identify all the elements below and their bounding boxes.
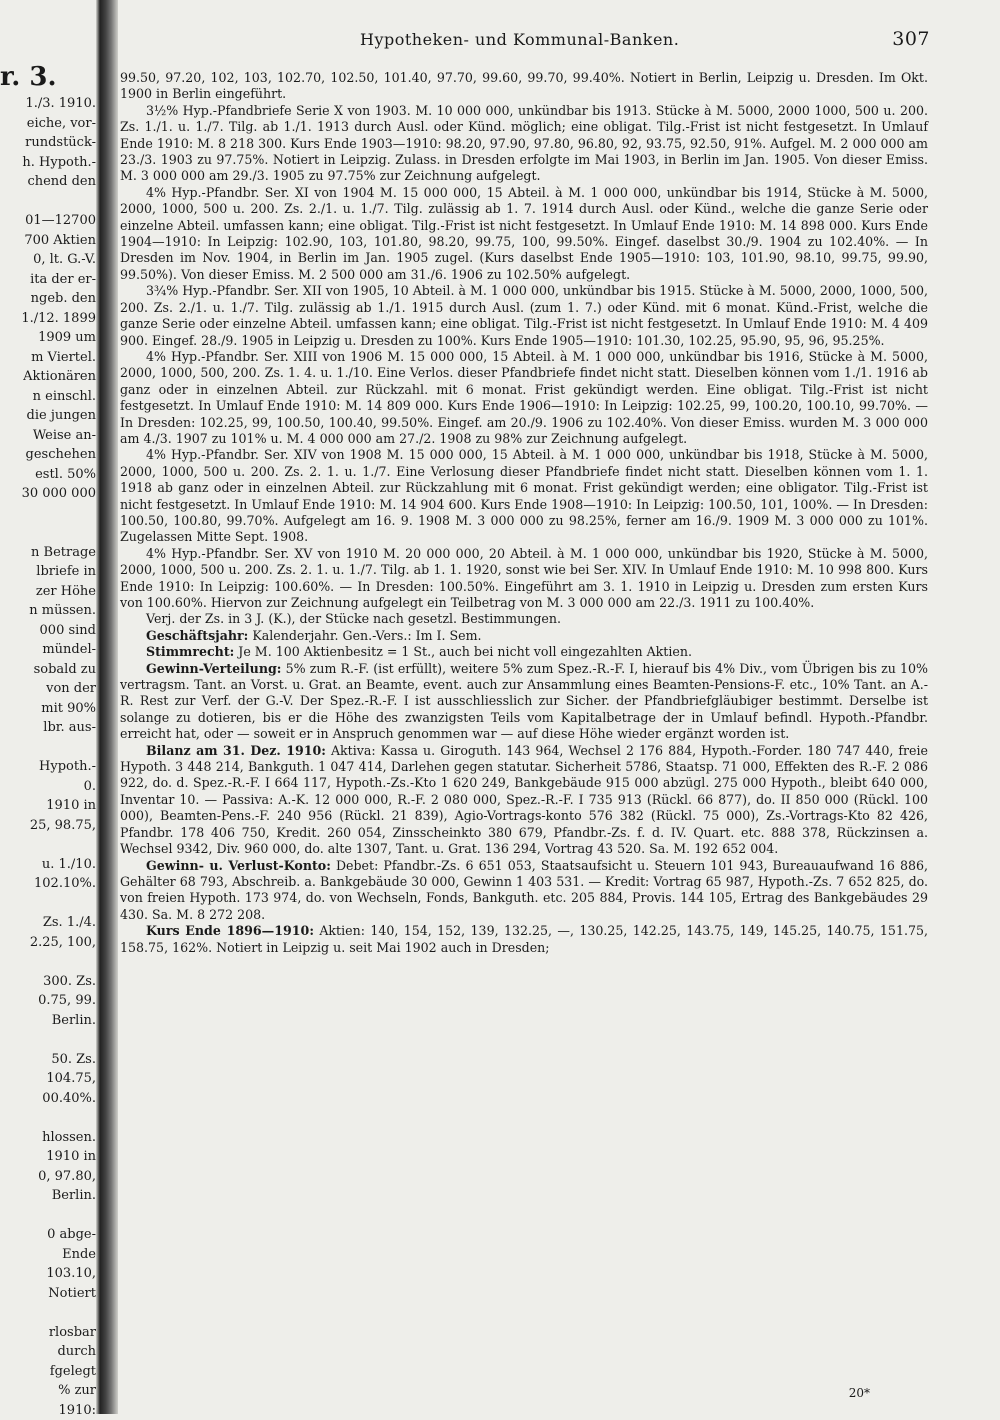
left-fragment-line: Ende [0,1245,96,1265]
paragraph [120,283,928,349]
paragraph-text: Je M. 100 Aktienbesitz = 1 St., auch bei nicht voll eingezahlten Aktien. [234,644,692,659]
left-fragment-line: 50. Zs. [0,1050,96,1070]
left-fragment-line: Berlin. [0,1011,96,1031]
left-fragment-line: 2.25, 100, [0,933,96,953]
paragraph-text: 4% Hyp.-Pfandbr. Ser. XIII von 1906 M. 15 000 000, 15 Abteil. à M. 1 000 000, unkündbar bis 1916, Stücke à M. 5000, 2000, 1000, 500, 200. Zs. 1. 4. u. 1./10. Eine Verlos. dieser Pfandbriefe findet nicht statt. Dieselben können vom 1./1. 1916 ab ganz oder in einzelnen Abteil. zur Rückzahl. mit 6 monat. Frist gekündigt werden. Eine obligat. Tilg.-Frist ist nicht festgesetzt. In Umlauf Ende 1910: M. 14 809 000. Kurs Ende 1906—1910: In Leipzig: 102.25, 99, 100.20, 100.10, 99.70%. — In Dresden: 102.25, 99, 100.50, 100.40, 99.50%. Eingef. am 20./9. 1906 zu 102.40%. Von dieser Emiss. wurden M. 3 000 000 am 4./3. 1907 zu 101% u. M. 4 000 000 am 27./2. 1908 zu 98% zur Zeichnung aufgelegt. [120,349,928,446]
left-fragment-line [0,192,96,212]
left-fragment-line [0,952,96,972]
left-fragment-line: 0.75, 99. [0,991,96,1011]
left-fragment-line: die jungen [0,406,96,426]
left-fragment-line [0,523,96,543]
left-fragment-line [0,894,96,914]
section-label: Gewinn- u. Verlust-Konto: [146,858,331,873]
paragraph [120,349,928,447]
left-fragment-line: 1910 in [0,1147,96,1167]
left-fragment-line: rundstück- [0,133,96,153]
left-fragment-line: Aktionären [0,367,96,387]
left-fragment-line: estl. 50% [0,465,96,485]
left-fragment-line: u. 1./10. [0,855,96,875]
paragraph [120,70,928,103]
paragraph-text: 4% Hyp.-Pfandbr. Ser. XIV von 1908 M. 15 000 000, 15 Abteil. à M. 1 000 000, unkündbar bis 1918, Stücke à M. 5000, 2000, 1000, 500 u. 200. Zs. 2. 1. u. 1./7. Eine Verlosung dieser Pfandbriefe findet nicht statt. Dieselben können vom 1. 1. 1918 ab ganz oder in einzelnen Abteil. zur Rückzahlung mit 6 monat. Frist gekündigt werden; eine obligator. Tilg.-Frist ist nicht festgesetzt. In Umlauf Ende 1910: M. 14 904 600. Kurs Ende 1908—1910: In Leipzig: 100.50, 101, 100%. — In Dresden: 100.50, 100.80, 99.70%. Aufgelegt am 16. 9. 1908 M. 3 000 000 zu 98.25%, ferner am 16./9. 1909 M. 3 000 000 zu 101%. Zugelassen Mitte Sept. 1908. [120,447,928,544]
left-fragment-line: 0. [0,777,96,797]
section-label: Stimmrecht: [146,644,234,659]
left-fragment-line: mündel- [0,640,96,660]
left-fragment-line: ngeb. den [0,289,96,309]
left-fragment-line: Hypoth.- [0,757,96,777]
left-fragment-line [0,1206,96,1226]
left-fragment-line: 0, lt. G.-V. [0,250,96,270]
running-title: Hypotheken- und Kommunal-Banken. [360,30,679,49]
left-fragment-line: ita der er- [0,270,96,290]
paragraph [120,103,928,185]
paragraph [120,185,928,283]
section-label: Geschäftsjahr: [146,628,248,643]
left-fragment-line: 1./12. 1899 [0,309,96,329]
paragraph-text: 99.50, 97.20, 102, 103, 102.70, 102.50, 101.40, 97.70, 99.60, 99.70, 99.40%. Notiert in Berlin, Leipzig u. Dresden. Im Okt. 1900 in Berlin eingeführt. [120,70,928,101]
paragraph [120,743,928,858]
left-fragment-line: n einschl. [0,387,96,407]
left-fragment-line: lbriefe in [0,562,96,582]
left-fragment-line: Zs. 1./4. [0,913,96,933]
left-fragment-line: 104.75, [0,1069,96,1089]
paragraph-text: 5% zum R.-F. (ist erfüllt), weitere 5% zum Spez.-R.-F. I, hierauf bis 4% Div., vom Übrigen bis zu 10% vertragsm. Tant. an Vorst. u. Grat. an Beamte, event. auch zur Ansammlung eines Beamten-Pensions-F. etc., 10% Tant. an A.-R. Rest zur Verf. der G.-V. Der Spez.-R.-F. I ist ausschliesslich zur Sicher. der Pfandbriefgläubiger bestimmt. Derselbe ist solange zu dotieren, bis er die Höhe des zwanzigsten Teils vom Kapitalbetrage der in Umlauf befindl. Hypoth.-Pfandbr. erreicht hat, oder — soweit er in Anspruch genommen war — auf diese Höhe wieder ergänzt worden ist. [120,661,928,742]
page-number: 307 [892,28,930,50]
left-fragment-line: 1910: [0,1401,96,1420]
left-fragment-line [0,738,96,758]
left-fragment-line: durch [0,1342,96,1362]
left-fragment-line: m Viertel. [0,348,96,368]
left-fragment-line: 1910 in [0,796,96,816]
left-fragment-line: 0 abge- [0,1225,96,1245]
left-fragment-line: lbr. aus- [0,718,96,738]
paragraph-text: Aktiva: Kassa u. Giroguth. 143 964, Wechsel 2 176 884, Hypoth.-Forder. 180 747 440, freie Hypoth. 3 448 214, Bankguth. 1 047 414, Darlehen gegen statutar. Sicherheit 5786, Staatsp. 71 000, Effekten des R.-F. 2 086 922, do. d. Spez.-R.-F. I 664 117, Hypoth.-Zs.-Kto 1 620 249, Bankgebäude 915 000 abzügl. 275 000 Hypoth., bleibt 640 000, Inventar 10. — Passiva: A.-K. 12 000 000, R.-F. 2 080 000, Spez.-R.-F. I 735 913 (Rückl. 66 877), do. II 850 000 (Rückl. 100 000), Beamten-Pens.-F. 240 956 (Rückl. 21 839), Agio-Vortrags-konto 576 382 (Rückl. 75 000), Zs.-Vortrags-Kto 82 426, Pfandbr. 178 406 750, Kredit. 260 054, Zinsscheinkto 380 679, Pfandbr.-Zs. f. d. IV. Quart. etc. 888 378, Rückzinsen a. Wechsel 9342, Div. 960 000, do. alte 1307, Tant. u. Grat. 136 294, Vortrag 43 520. Sa. M. 192 652 004. [120,743,928,856]
paragraph-text: Kalenderjahr. Gen.-Vers.: Im I. Sem. [248,628,481,643]
book-gutter [96,0,118,1414]
paragraph-text: 4% Hyp.-Pfandbr. Ser. XV von 1910 M. 20 000 000, 20 Abteil. à M. 1 000 000, unkündbar bis 1920, Stücke à M. 5000, 2000, 1000, 500 u. 200. Zs. 2. 1. u. 1./7. Tilg. ab 1. 1. 1920, sonst wie bei Ser. XIV. In Umlauf Ende 1910: M. 10 998 800. Kurs Ende 1910: In Leipzig: 100.60%. — In Dresden: 100.50%. Eingeführt am 3. 1. 1910 in Leipzig u. Dresden zum ersten Kurs von 100.60%. Hiervon zur Zeichnung aufgelegt ein Teilbetrag von M. 3 000 000 am 22./3. 1911 zu 100.40%. [120,546,928,610]
section-label: Bilanz am 31. Dez. 1910: [146,743,326,758]
left-fragment-line: 102.10%. [0,874,96,894]
paragraph [120,858,928,924]
left-fragment-line: geschehen [0,445,96,465]
left-fragment-line: sobald zu [0,660,96,680]
paragraph [120,661,928,743]
left-fragment-line: Berlin. [0,1186,96,1206]
left-fragment-line: eiche, vor- [0,114,96,134]
left-fragment-line [0,1108,96,1128]
left-fragment-line [0,504,96,524]
paragraph [120,447,928,545]
paragraph [120,546,928,612]
paragraph [120,644,928,660]
left-fragment-line: rlosbar [0,1323,96,1343]
left-fragment-line: zer Höhe [0,582,96,602]
left-fragment-line: 700 Aktien [0,231,96,251]
left-fragment-line: hlossen. [0,1128,96,1148]
left-fragment-line: 25, 98.75, [0,816,96,836]
left-fragment-line [0,1303,96,1323]
section-label: Kurs Ende 1896—1910: [146,923,314,938]
left-fragment-line: 000 sind [0,621,96,641]
left-fragment-line: 300. Zs. [0,972,96,992]
left-fragment-line: 00.40%. [0,1089,96,1109]
sheet-signature: 20* [849,1386,870,1400]
left-fragment-line: h. Hypoth.- [0,153,96,173]
paragraph [120,923,928,956]
paragraph-text: Aktien: 140, 154, 152, 139, 132.25, —, 130.25, 142.25, 143.75, 149, 145.25, 140.75, 151.75, 158.75, 162%. Notiert in Leipzig u. seit Mai 1902 auch in Dresden; [120,923,928,954]
left-fragment-line: n müssen. [0,601,96,621]
paragraph [120,611,928,627]
left-fragment-line: n Betrage [0,543,96,563]
left-fragment-line [0,835,96,855]
paragraph-text: 3¾% Hyp.-Pfandbr. Ser. XII von 1905, 10 Abteil. à M. 1 000 000, unkündbar bis 1915. Stücke à M. 5000, 2000, 1000, 500, 200. Zs. 2./1. u. 1./7. Tilg. zulässig ab 1./1. 1915 durch Ausl. (zum 1. 7.) oder Künd. mit 6 monat. Künd.-Frist, welche die ganze Serie oder einzelne Abteil. umfassen kann; eine obligat. Tilg.-Frist ist nicht festgesetzt. In Umlauf Ende 1910: M. 4 409 900. Eingef. 28./9. 1905 in Leipzig u. Dresden zu 100%. Kurs Ende 1905—1910: 101.30, 102.25, 95.90, 95, 96, 95.25%. [120,283,928,347]
left-fragment-line: 30 000 000 [0,484,96,504]
left-fragment-line: Weise an- [0,426,96,446]
left-fragment-line: 01—12700 [0,211,96,231]
paragraph-text: Verj. der Zs. in 3 J. (K.), der Stücke nach gesetzl. Bestimmungen. [146,611,561,626]
section-label: Gewinn-Verteilung: [146,661,281,676]
paragraph-text: Debet: Pfandbr.-Zs. 6 651 053, Staatsaufsicht u. Steuern 101 943, Bureauaufwand 16 886, Gehälter 68 793, Abschreib. a. Bankgebäude 30 000, Gewinn 1 403 531. — Kredit: Vortrag 65 987, Hypoth.-Zs. 7 652 825, do. von freien Hypoth. 173 974, do. von Wechseln, Fonds, Bankguth. etc. 205 884, Provis. 144 105, Ertrag des Bankgebäudes 29 430. Sa. M. 8 272 208. [120,858,928,922]
paragraph-text: 3½% Hyp.-Pfandbriefe Serie X von 1903. M. 10 000 000, unkündbar bis 1913. Stücke à M. 5000, 2000 1000, 500 u. 200. Zs. 1./1. u. 1./7. Tilg. ab 1./1. 1913 durch Ausl. oder Künd. möglich; eine obligat. Tilg.-Frist ist nicht festgesetzt. In Umlauf Ende 1910: M. 8 218 300. Kurs Ende 1903—1910: 98.20, 97.90, 97.80, 96.80, 92, 93.75, 92.50, 91%. Aufgel. M. 2 000 000 am 23./3. 1903 zu 97.75%. Notiert in Leipzig. Zulass. in Dresden erfolgte im Mai 1903, in Berlin im Jan. 1905. Von dieser Emiss. M. 3 000 000 am 29./3. 1905 zu 97.75% zur Zeichnung aufgelegt. [120,103,928,184]
paragraph [120,628,928,644]
left-fragment-line [0,1030,96,1050]
left-fragment-line: 1909 um [0,328,96,348]
left-fragment-line: chend den [0,172,96,192]
left-heading: r. 3. [0,60,96,94]
left-fragment-line: 1./3. 1910. [0,94,96,114]
left-fragment-line: fgelegt [0,1362,96,1382]
left-page-fragment [0,60,96,1420]
left-fragment-line: % zur [0,1381,96,1401]
left-fragment-line: 0, 97.80, [0,1167,96,1187]
left-fragment-line: Notiert [0,1284,96,1304]
left-fragment-line: 103.10, [0,1264,96,1284]
paragraph-text: 4% Hyp.-Pfandbr. Ser. XI von 1904 M. 15 000 000, 15 Abteil. à M. 1 000 000, unkündbar bis 1914, Stücke à M. 5000, 2000, 1000, 500 u. 200. Zs. 2./1. u. 1./7. Tilg. zulässig ab 1. 7. 1914 durch Ausl. oder Künd., welche die ganze Serie oder einzelne Abteil. umfassen kann; eine obligat. Tilg.-Frist ist nicht festgesetzt. In Umlauf Ende 1910: M. 14 898 000. Kurs Ende 1904—1910: In Leipzig: 102.90, 103, 101.80, 98.20, 99.75, 100, 99.50%. Eingef. daselbst 30./9. 1904 zu 102.40%. — In Dresden im Nov. 1904, in Berlin im Jan. 1905 zugel. (Kurs daselbst Ende 1905—1910: 103, 101.90, 98.10, 99.75, 99.90, 99.50%). Von dieser Emiss. M. 2 500 000 am 31./6. 1906 zu 102.50% aufgelegt. [120,185,928,282]
main-text-column [120,70,928,956]
left-fragment-line: mit 90% [0,699,96,719]
left-fragment-line: von der [0,679,96,699]
